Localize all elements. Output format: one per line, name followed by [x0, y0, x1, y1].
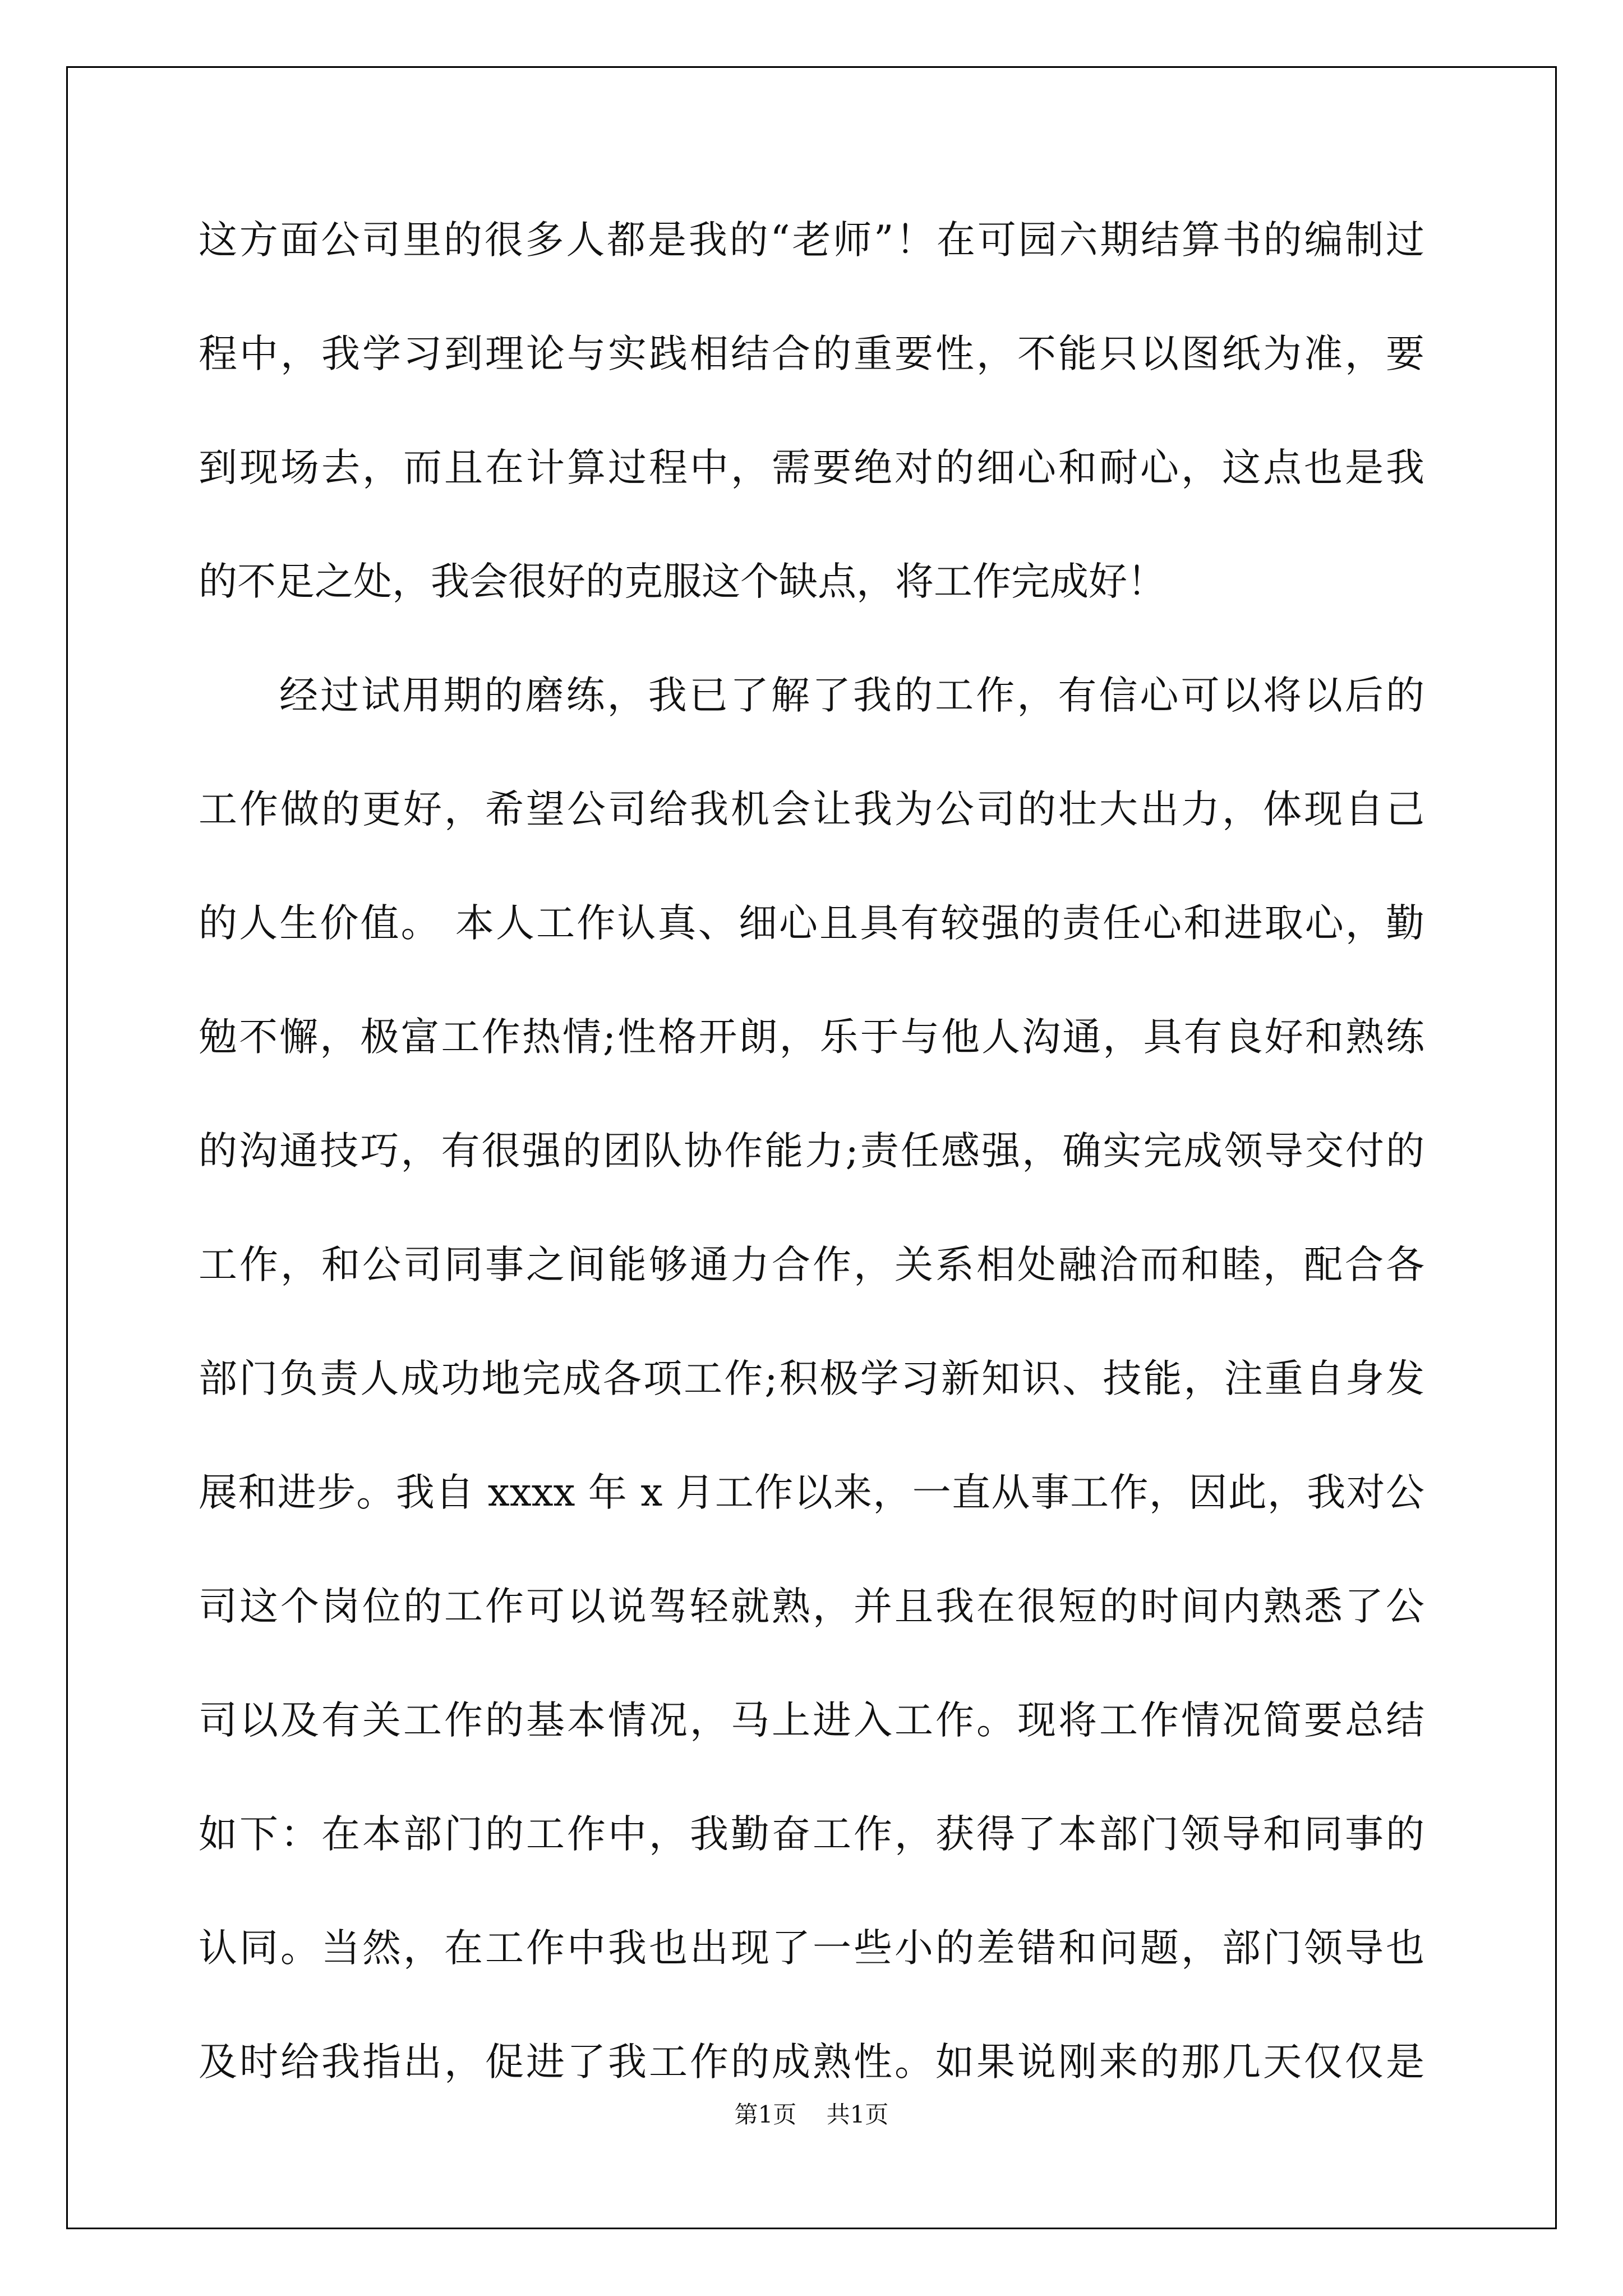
- text-line: 工作，和公司同事之间能够通力合作，关系相处融洽而和睦，配合各: [199, 1243, 1424, 1287]
- text-line: 认同。当然，在工作中我也出现了一些小的差错和问题，部门领导也: [199, 1926, 1424, 1971]
- text-line: 经过试用期的磨练，我已了解了我的工作，有信心可以将以后的: [279, 673, 1424, 718]
- text-line: 的不足之处，我会很好的克服这个缺点，将工作完成好！: [199, 559, 1166, 604]
- text-line: 的人生价值。 本人工作认真、细心且具有较强的责任心和进取心，勤: [199, 901, 1424, 946]
- text-line: 如下：在本部门的工作中，我勤奋工作，获得了本部门领导和同事的: [199, 1812, 1424, 1857]
- text-line: 到现场去，而且在计算过程中，需要绝对的细心和耐心，这点也是我: [199, 445, 1424, 490]
- page-total: 共1页: [826, 2101, 889, 2128]
- page-number: 第1页: [734, 2101, 797, 2128]
- text-line: 司这个岗位的工作可以说驾轻就熟，并且我在很短的时间内熟悉了公: [199, 1584, 1424, 1629]
- text-line: 勉不懈，极富工作热情;性格开朗，乐于与他人沟通，具有良好和熟练: [199, 1015, 1424, 1060]
- text-line: 展和进步。我自 xxxx 年 x 月工作以来，一直从事工作，因此，我对公: [199, 1470, 1424, 1515]
- text-line: 部门负责人成功地完成各项工作;积极学习新知识、技能，注重自身发: [199, 1356, 1424, 1401]
- text-line: 工作做的更好，希望公司给我机会让我为公司的壮大出力，体现自己: [199, 787, 1424, 832]
- page-footer: [0, 2098, 1623, 2132]
- text-line: 程中，我学习到理论与实践相结合的重要性，不能只以图纸为准，要: [199, 332, 1424, 376]
- text-line: 司以及有关工作的基本情况，马上进入工作。现将工作情况简要总结: [199, 1698, 1424, 1743]
- text-line: 的沟通技巧，有很强的团队协作能力;责任感强，确实完成领导交付的: [199, 1129, 1424, 1174]
- text-line: 及时给我指出，促进了我工作的成熟性。如果说刚来的那几天仅仅是: [199, 2040, 1424, 2085]
- text-line: 这方面公司里的很多人都是我的“老师”！在可园六期结算书的编制过: [199, 218, 1424, 263]
